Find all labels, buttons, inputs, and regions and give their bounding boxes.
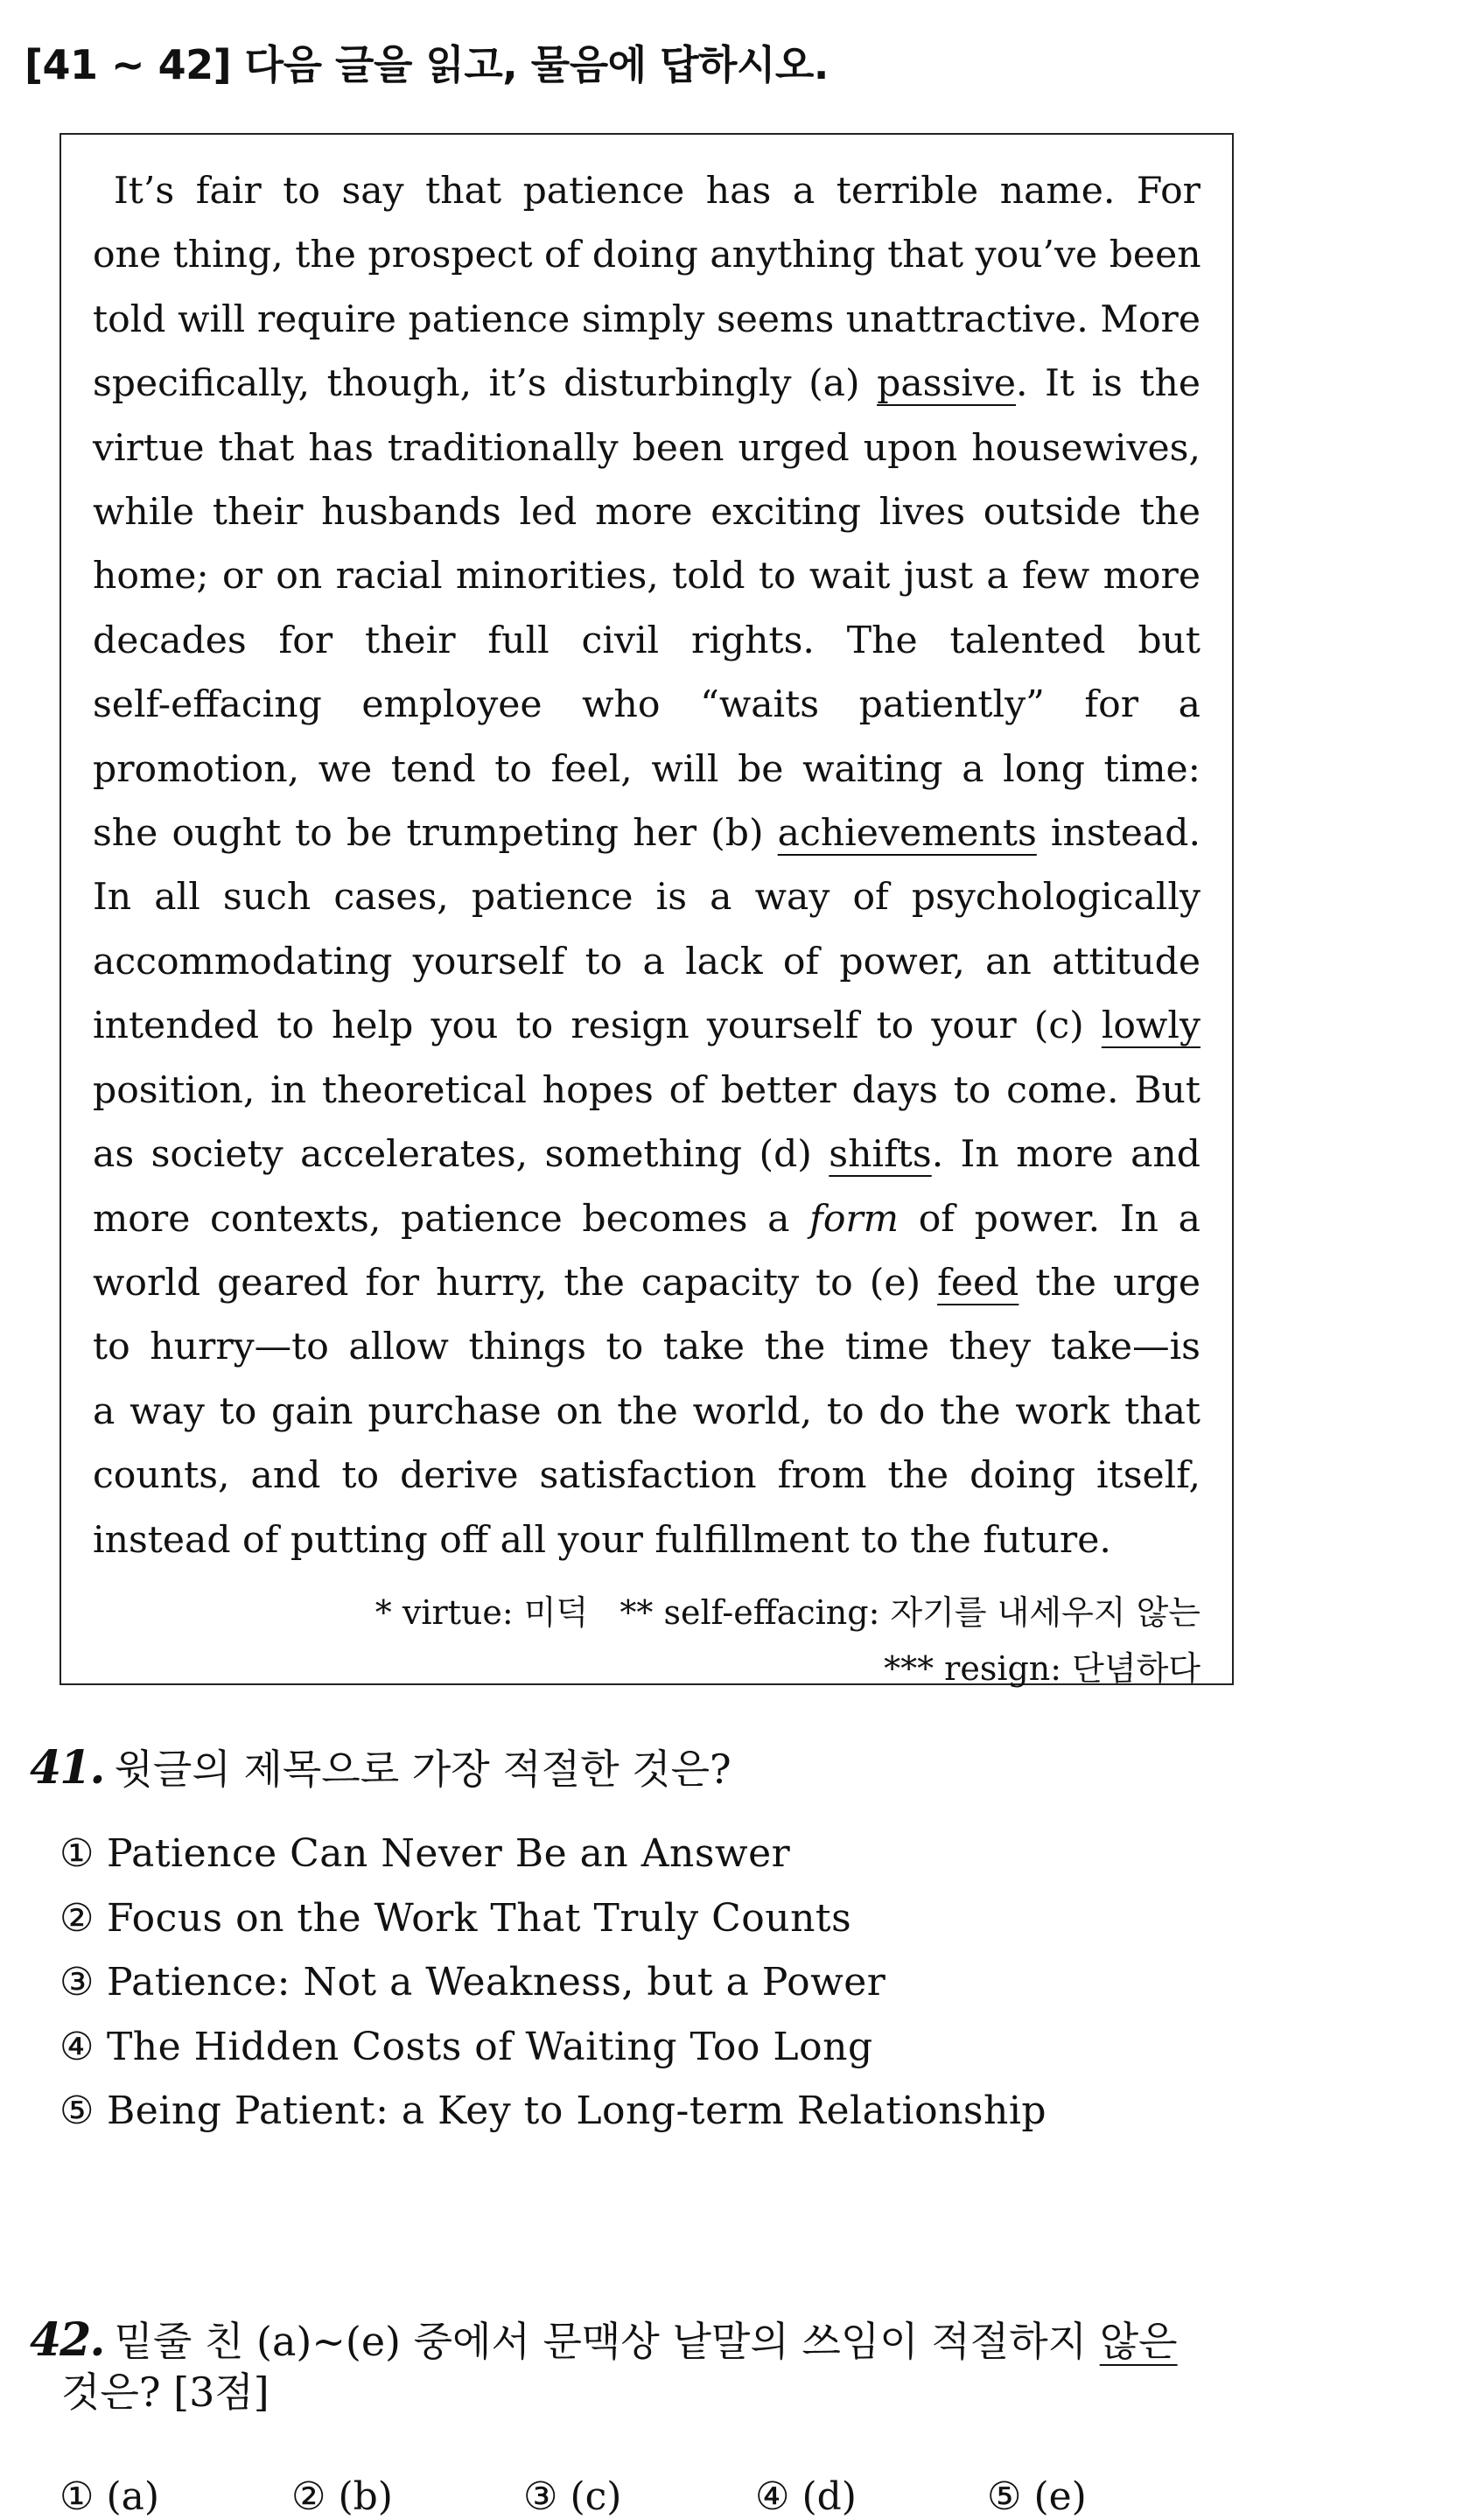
question-42-prompt: 밑줄 친 (a)~(e) 중에서 문맥상 낱말의 쓰임이 적절하지 bbox=[114, 2318, 1100, 2365]
passage-line bbox=[93, 1315, 1200, 1379]
passage-text-run: accommodating yourself to a lack of power, an attitude bbox=[93, 940, 1200, 983]
passage-line bbox=[93, 480, 1200, 544]
passage-line bbox=[93, 288, 1200, 352]
passage-text-run: instead. bbox=[1036, 812, 1200, 856]
question-42-option-3[interactable] bbox=[523, 2474, 755, 2519]
passage-line bbox=[93, 1059, 1200, 1123]
question-42-number: 42. bbox=[30, 2313, 104, 2367]
passage-line bbox=[93, 544, 1200, 608]
question-41-option-3[interactable] bbox=[60, 1950, 1046, 2015]
footnotes bbox=[93, 1585, 1200, 1697]
question-42-option-1[interactable] bbox=[60, 2474, 291, 2519]
passage-text-run: as society accelerates, something (d) bbox=[93, 1133, 830, 1177]
question-42-option-5[interactable] bbox=[987, 2474, 1219, 2519]
question-41-option-5[interactable] bbox=[60, 2079, 1046, 2144]
underlined-word: achievements bbox=[777, 812, 1037, 856]
passage-text-run: more contexts, patience becomes a bbox=[93, 1197, 810, 1241]
passage-line bbox=[93, 1251, 1200, 1315]
passage-text-run: home; or on racial minorities, told to wait just a few more bbox=[93, 555, 1200, 598]
question-41-option-1[interactable] bbox=[60, 1822, 1046, 1886]
passage-text-run: self-effacing employee who “waits patiently” for a bbox=[93, 683, 1200, 727]
option-text: Focus on the Work That Truly Counts bbox=[106, 1895, 852, 1941]
passage-text-run: . In more and bbox=[931, 1133, 1200, 1177]
option-text: (b) bbox=[338, 2474, 393, 2519]
passage-text-run: position, in theoretical hopes of better days to come. But bbox=[93, 1068, 1200, 1112]
passage-text-run: It’s fair to say that patience has a terrible name. For bbox=[114, 170, 1200, 213]
footnote-line-1: * virtue: 미덕 ** self-effacing: 자기를 내세우지 않는 bbox=[374, 1592, 1200, 1632]
passage-text-run: world geared for hurry, the capacity to (e) bbox=[93, 1261, 938, 1305]
option-number-mark: ⑤ bbox=[987, 2474, 1022, 2519]
passage-line bbox=[93, 352, 1200, 416]
passage-line bbox=[93, 1380, 1200, 1444]
option-text: Patience: Not a Weakness, but a Power bbox=[106, 1960, 886, 2005]
option-number-mark: ④ bbox=[755, 2474, 790, 2519]
question-41-options bbox=[60, 1822, 1046, 2144]
passage-line bbox=[93, 1123, 1200, 1186]
passage-text-run: to hurry—to allow things to take the time they take—is bbox=[93, 1326, 1200, 1369]
question-41-number: 41. bbox=[30, 1741, 104, 1795]
passage-line bbox=[93, 673, 1200, 737]
question-42 bbox=[30, 2310, 1178, 2368]
passage-text-run: a way to gain purchase on the world, to do the work that bbox=[93, 1389, 1200, 1433]
option-text: (c) bbox=[570, 2474, 622, 2519]
underlined-word: shifts bbox=[829, 1133, 932, 1177]
passage-text-run: . It is the bbox=[1016, 362, 1200, 406]
passage-line bbox=[93, 1187, 1200, 1251]
option-number-mark: ④ bbox=[60, 2024, 94, 2069]
option-number-mark: ⑤ bbox=[60, 2089, 94, 2133]
passage-line bbox=[93, 865, 1200, 929]
passage-text-run: virtue that has traditionally been urged upon housewives, bbox=[93, 426, 1200, 470]
question-42-option-2[interactable] bbox=[291, 2474, 523, 2519]
passage-line bbox=[93, 1444, 1200, 1508]
passage-text-run: one thing, the prospect of doing anything that you’ve been bbox=[93, 234, 1201, 277]
option-text: The Hidden Costs of Waiting Too Long bbox=[106, 2024, 873, 2069]
passage-text-run: while their husbands led more exciting lives outside the bbox=[93, 491, 1200, 535]
passage-line bbox=[93, 930, 1200, 994]
passage-box bbox=[60, 133, 1234, 1688]
option-number-mark: ② bbox=[291, 2474, 326, 2519]
passage-text-run: of power. In a bbox=[899, 1197, 1200, 1241]
underlined-word: lowly bbox=[1101, 1004, 1200, 1048]
option-number-mark: ① bbox=[60, 2474, 94, 2519]
passage-text-run: decades for their full civil rights. The talented but bbox=[93, 619, 1200, 662]
question-41-option-2[interactable] bbox=[60, 1886, 1046, 1951]
option-number-mark: ③ bbox=[60, 1960, 94, 2005]
question-42-options bbox=[60, 2474, 1219, 2519]
underlined-word: feed bbox=[937, 1261, 1019, 1305]
question-42-option-4[interactable] bbox=[755, 2474, 987, 2519]
passage-text bbox=[93, 159, 1200, 1572]
question-42-prompt-underlined: 않은 bbox=[1099, 2318, 1178, 2365]
question-41-option-4[interactable] bbox=[60, 2015, 1046, 2080]
passage-text-run: counts, and to derive satisfaction from the doing itself, bbox=[93, 1454, 1200, 1498]
passage-line bbox=[93, 159, 1200, 223]
passage-text-run: In all such cases, patience is a way of psychologically bbox=[93, 876, 1200, 920]
italic-word: form bbox=[809, 1197, 900, 1241]
passage-line bbox=[93, 416, 1200, 480]
passage-text-run: she ought to be trumpeting her (b) bbox=[93, 812, 778, 856]
passage-text-run: told will require patience simply seems unattractive. More bbox=[93, 297, 1200, 341]
option-text: (a) bbox=[106, 2474, 160, 2519]
option-text: Being Patient: a Key to Long-term Relationship bbox=[106, 2089, 1047, 2133]
passage-line bbox=[93, 994, 1200, 1058]
option-text: Patience Can Never Be an Answer bbox=[106, 1831, 791, 1876]
passage-text-run: instead of putting off all your fulfillment to the future. bbox=[93, 1518, 1111, 1562]
passage-line bbox=[93, 801, 1200, 865]
passage-line bbox=[93, 738, 1200, 801]
option-number-mark: ① bbox=[60, 1831, 94, 1876]
passage-line bbox=[93, 1508, 1200, 1572]
passage-text-run: the urge bbox=[1018, 1261, 1200, 1305]
question-42-prompt-line2: 것은? [3점] bbox=[61, 2369, 270, 2416]
passage-line bbox=[93, 609, 1200, 673]
passage-text-run: intended to help you to resign yourself to your (c) bbox=[93, 1004, 1102, 1048]
footnote-line-2: *** resign: 단념하다 bbox=[884, 1648, 1200, 1688]
question-41 bbox=[30, 1738, 732, 1795]
option-text: (e) bbox=[1033, 2474, 1087, 2519]
passage-text-run: specifically, though, it’s disturbingly (a) bbox=[93, 362, 878, 406]
passage-line bbox=[93, 223, 1200, 287]
section-header: [41 ~ 42] 다음 글을 읽고, 물음에 답하시오. bbox=[24, 41, 829, 88]
option-text: (d) bbox=[802, 2474, 857, 2519]
option-number-mark: ② bbox=[60, 1895, 94, 1941]
question-41-prompt: 윗글의 제목으로 가장 적절한 것은? bbox=[114, 1746, 732, 1793]
underlined-word: passive bbox=[877, 362, 1017, 406]
option-number-mark: ③ bbox=[523, 2474, 558, 2519]
passage-text-run: promotion, we tend to feel, will be waiting a long time: bbox=[93, 747, 1200, 791]
